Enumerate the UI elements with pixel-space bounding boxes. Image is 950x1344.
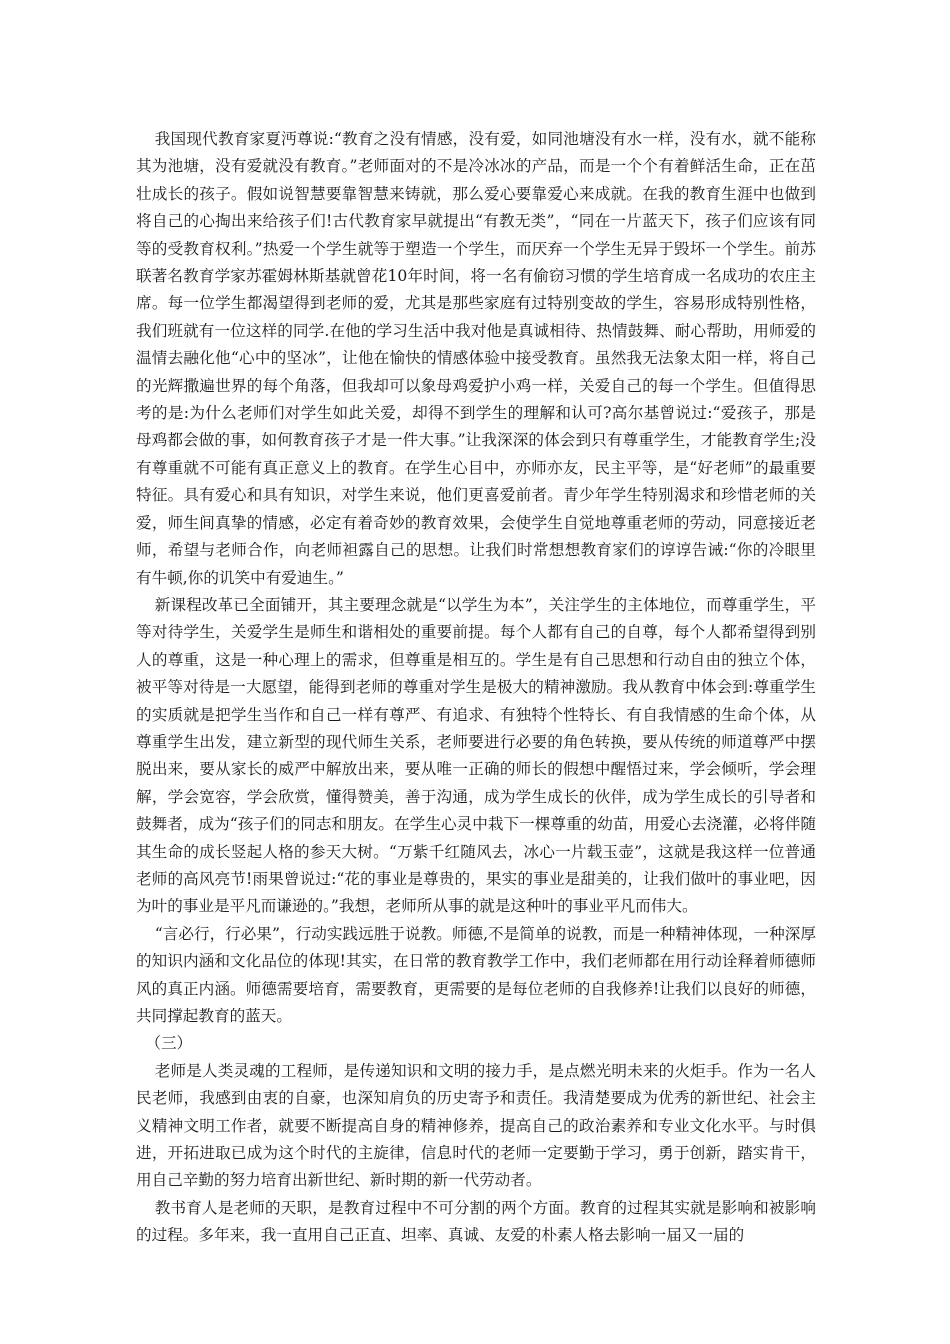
paragraph-respect-students: 新课程改革已全面铺开，其主要理念就是“以学生为本”，关注学生的主体地位，而尊重学生，平等对待学生，关爱学生是师生和谐相处的重要前提。每个人都有自己的自尊，每个人都希望得到别人的尊重，这是一种心理上的需求，但尊重是相互的。学生是有自己思想和行动自由的独立个体，被平等对待是一大愿望，能得到老师的尊重对学生是极大的精神激励。我从教育中体会到:尊重学生的实质就是把学生当作和自己一样有尊严、有追求、有独特个性特长、有自我情感的生命个体，从尊重学生出发，建立新型的现代师生关系，老师要进行必要的角色转换，要从传统的师道尊严中摆脱出来，要从家长的威严中解放出来，要从唯一正确的师长的假想中醒悟过来，学会倾听，学会理解，学会宽容，学会欣赏，懂得赞美，善于沟通，成为学生成长的伙伴，成为学生成长的引导者和鼓舞者，成为“孩子们的同志和朋友。在学生心灵中栽下一棵尊重的幼苗，用爱心去浇灌，必将伴随其生命的成长竖起人格的参天大树。“万紫千红随风去，冰心一片载玉壶”，这就是我这样一位普通老师的高风亮节!雨果曾说过:“花的事业是尊贵的，果实的事业是甜美的，让我们做叶的事业吧，因为叶的事业是平凡而谦逊的。”我想，老师所从事的就是这种叶的事业平凡而伟大。	[136, 595, 816, 916]
section-heading-three: （三）	[145, 1034, 193, 1053]
paragraph-teaching-and-educating: 教书育人是老师的天职，是教育过程中不可分割的两个方面。教育的过程其实就是影响和被影响的过程。多年来，我一直用自己正直、坦率、真诚、友爱的朴素人格去影响一届又一届的	[136, 1198, 816, 1245]
paragraph-teacher-engineer: 老师是人类灵魂的工程师，是传递知识和文明的接力手，是点燃光明未来的火炬手。作为一名人民老师，我感到由衷的自豪，也深知肩负的历史寄予和责任。我清楚要成为优秀的新世纪、社会主义精神文明工作者，就要不断提高自身的精神修养，提高自己的政治素养和专业文化水平。与时俱进，开拓进取已成为这个时代的主旋律，信息时代的老师一定要勤于学习，勇于创新，踏实肯干，用自己辛勤的努力培育出新世纪、新时期的新一代劳动者。	[136, 1061, 816, 1190]
paragraph-action-over-words: “言必行，行必果”，行动实践远胜于说教。师德,不是简单的说教，而是一种精神体现，一种深厚的知识内涵和文化品位的体现!其实，在日常的教育教学工作中，我们老师都在用行动诠释着师德师风的真正内涵。师德需要培育，需要教育，更需要的是每位老师的自我修养!让我们以良好的师德，共同撑起教育的蓝天。	[136, 924, 816, 1025]
document-body	[136, 126, 816, 1250]
paragraph-love-in-education: 我国现代教育家夏沔尊说:“教育之没有情感，没有爱，如同池塘没有水一样，没有水，就不能称其为池塘，没有爱就没有教育。”老师面对的不是冷冰冰的产品，而是一个个有着鲜活生命，正在茁壮成长的孩子。假如说智慧要靠智慧来铸就，那么爱心要靠爱心来成就。在我的教育生涯中也做到将自己的心掏出来给孩子们!古代教育家早就提出“有教无类”，“同在一片蓝天下，孩子们应该有同等的受教育权利。”热爱一个学生就等于塑造一个学生，而厌弃一个学生无异于毁坏一个学生。前苏联著名教育学家苏霍姆林斯基就曾花10年时间，将一名有偷窃习惯的学生培育成一名成功的农庄主席。每一位学生都渴望得到老师的爱，尤其是那些家庭有过特别变故的学生，容易形成特别性格，我们班就有一位这样的同学.在他的学习生活中我对他是真诚相待、热情鼓舞、耐心帮助，用师爱的温情去融化他“心中的坚冰”，让他在愉快的情感体验中接受教育。虽然我无法象太阳一样，将自己的光辉撒遍世界的每个角落，但我却可以象母鸡爱护小鸡一样，关爱自己的每一个学生。但值得思考的是:为什么老师们对学生如此关爱，却得不到学生的理解和认可?高尔基曾说过:“爱孩子，那是母鸡都会做的事，如何教育孩子才是一件大事。”让我深深的体会到只有尊重学生，才能教育学生;没有尊重就不可能有真正意义上的教育。在学生心目中，亦师亦友，民主平等，是“好老师”的最重要特征。具有爱心和具有知识，对学生来说，他们更喜爱前者。青少年学生特别渴求和珍惜老师的关爱，师生间真挚的情感，必定有着奇妙的教育效果，会使学生自觉地尊重老师的劳动，同意接近老师，希望与老师合作，向老师袒露自己的思想。让我们时常想想教育家们的谆谆告诫:“你的冷眼里有牛顿,你的讥笑中有爱迪生。”	[136, 130, 816, 587]
